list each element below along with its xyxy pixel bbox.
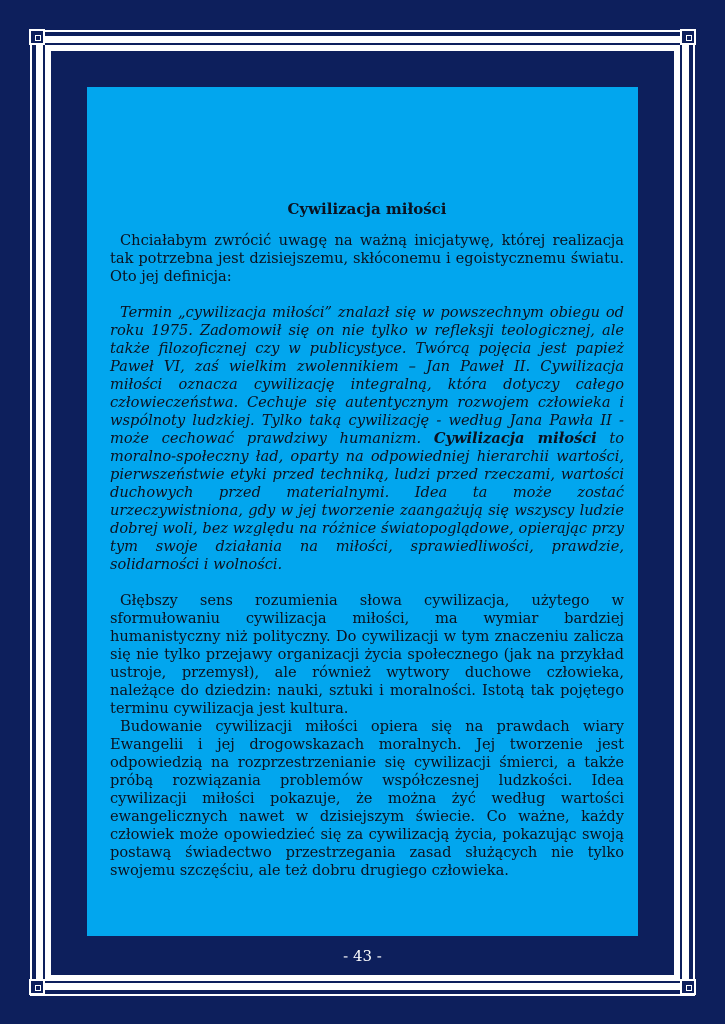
intro-paragraph: Chciałabym zwrócić uwagę na ważną inicjatywę, której realizacja tak potrzebna jest dzisiejszemu, skłóconemu i egoistycznemu światu. Oto jej definicja: — [110, 232, 624, 285]
corner-ornament-bottom-left — [29, 979, 45, 995]
corner-ornament-top-right — [680, 29, 696, 45]
meaning-paragraph: Głębszy sens rozumienia słowa cywilizacja, użytego w sformułowaniu cywilizacja miłości, ma wymiar bardziej humanistyczny niż polityczny. Do cywilizacji w tym znaczeniu zalicza się nie tylko przejawy organizacji życia społecznego (jak na przykład ustroje, przemysł), ale również wytwory duchowe człowieka, należące do dziedzin: nauki, sztuki i moralności. Istotą tak pojętego terminu cywilizacja jest kultura. — [110, 592, 624, 717]
building-paragraph: Budowanie cywilizacji miłości opiera się na prawdach wiary Ewangelii i jej drogowskazach moralnych. Jej tworzenie jest odpowiedzią na rozprzestrzenianie się cywilizacji śmierci, a także próbą rozwiązania problemów współczesnej ludzkości. Idea cywilizacji miłości pokazuje, że można żyć według wartości ewangelicznych nawet w dzisiejszym świecie. Co ważne, każdy człowiek może opowiedzieć się za cywilizacją życia, pokazując swoją postawą świadectwo przestrzegania zasad służących nie tylko swojemu szczęściu, ale też dobru drugiego człowieka. — [110, 718, 624, 879]
definition-text-part2: to moralno-społeczny ład, oparty na odpowiedniej hierarchii wartości, pierwszeństwie etyki przed techniką, ludzi przed rzeczami, wartości duchowych przed materialnymi. Idea ta może zostać urzeczywistniona, gdy w jej tworzenie zaangażują się wszyscy ludzie dobrej woli, bez względu na różnice światopoglądowe, opierając przy tym swoje działania na miłości, sprawiedliwości, prawdzie, solidarności i wolności. — [110, 430, 625, 573]
definition-emphasis: Cywilizacja miłości — [433, 430, 597, 447]
corner-ornament-bottom-right — [680, 979, 696, 995]
spacer — [110, 574, 624, 592]
definition-paragraph — [110, 304, 624, 574]
corner-ornament-top-left — [29, 29, 45, 45]
spacer — [110, 286, 624, 304]
page-title: Cywilizacja miłości — [287, 200, 447, 218]
definition-text-part1: Termin „cywilizacja miłości” znalazł się w powszechnym obiegu od roku 1975. Zadomowił się on nie tylko w refleksji teologicznej, ale także filozoficznej czy w publicystyce. Twórcą pojęcia jest papież Paweł VI, zaś wielkim zwolennikiem – Jan Paweł II. Cywilizacja miłości oznacza cywilizację integralną, która dotyczy całego człowieczeństwa. Cechuje się autentycznym rozwojem człowieka i wspólnoty ludzkiej. Tylko taką cywilizację - według Jana Pawła II - może cechować prawdziwy humanizm. — [110, 304, 624, 447]
page-content — [110, 200, 624, 880]
page-number: - 43 - — [343, 947, 382, 965]
